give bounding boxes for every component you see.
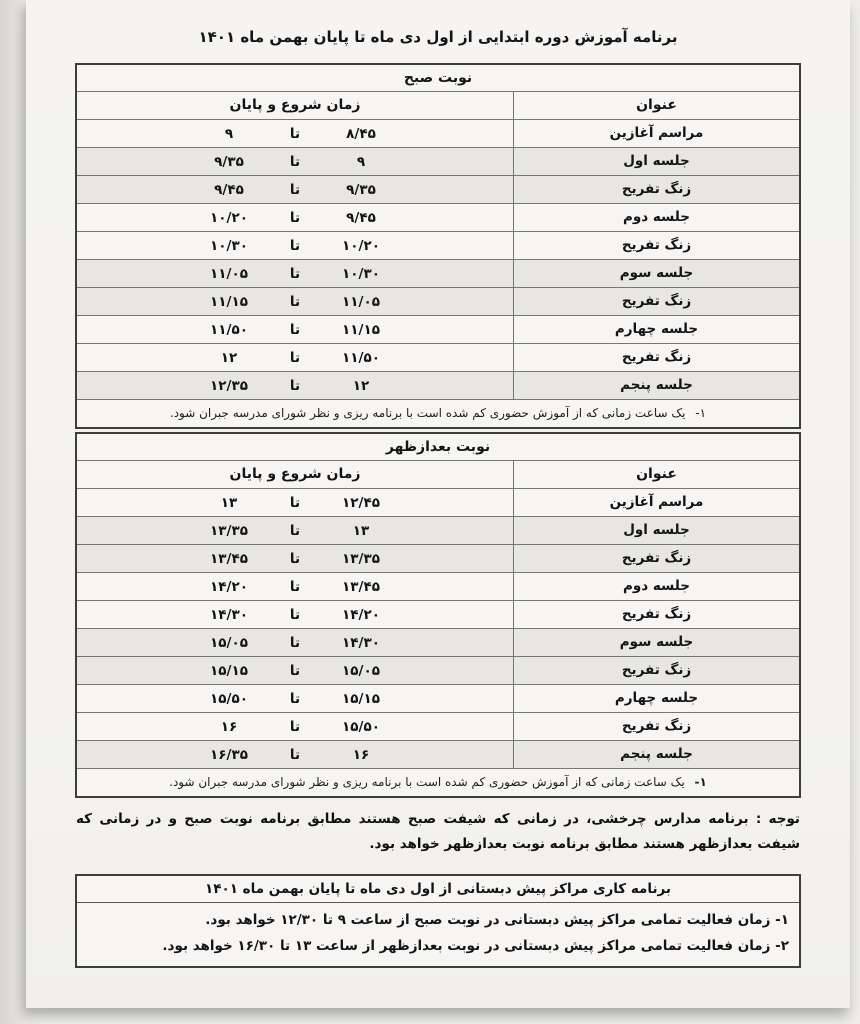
time-end: ۱۱/۵۰ — [210, 321, 248, 338]
schedule-row — [77, 713, 799, 741]
table-rows — [77, 489, 799, 769]
to-label: تا — [289, 690, 301, 707]
schedule-row — [77, 120, 799, 148]
column-header-title: عنوان — [513, 92, 799, 119]
row-title: زنگ تفریح — [513, 657, 799, 684]
time-end: ۱۵/۵۰ — [210, 690, 248, 707]
to-label: تا — [289, 718, 301, 735]
row-title: زنگ تفریح — [513, 232, 799, 259]
time-start: ۸/۴۵ — [346, 125, 376, 142]
row-times — [77, 657, 513, 684]
time-start: ۱۴/۳۰ — [342, 634, 380, 651]
schedule-row — [77, 489, 799, 517]
schedule-row — [77, 685, 799, 713]
document-page — [26, 0, 850, 1008]
row-times — [77, 204, 513, 231]
row-times — [77, 148, 513, 175]
time-start: ۱۱/۵۰ — [342, 349, 380, 366]
row-title: جلسه پنجم — [513, 741, 799, 768]
time-end: ۱۲ — [220, 349, 238, 366]
row-times — [77, 517, 513, 544]
footnote-text: یک ساعت زمانی که از آموزش حضوری کم شده است با برنامه ریزی و نظر شورای مدرسه جبران شود. — [169, 775, 689, 789]
time-start: ۱۰/۳۰ — [342, 265, 380, 282]
preschool-box — [75, 874, 801, 968]
schedule-row — [77, 344, 799, 372]
schedule-row — [77, 601, 799, 629]
time-end: ۱۰/۳۰ — [210, 237, 248, 254]
rotation-note: توجه : برنامه مدارس چرخشی، در زمانی که شیفت صبح هستند مطابق برنامه نوبت صبح و در زمانی که شیفت بعدازظهر هستند مطابق برنامه نوبت بعدازظهر خواهد بود. — [76, 811, 800, 852]
to-label: تا — [289, 606, 301, 623]
time-start: ۹/۳۵ — [346, 181, 376, 198]
row-times — [77, 545, 513, 572]
footnote-marker: ۱- — [694, 775, 707, 789]
time-end: ۹/۴۵ — [214, 181, 244, 198]
row-times — [77, 489, 513, 516]
column-header-time: زمان شروع و پایان — [229, 466, 361, 482]
time-start: ۱۶ — [352, 746, 370, 763]
time-start: ۱۱/۱۵ — [342, 321, 380, 338]
to-label: تا — [289, 181, 301, 198]
to-label: تا — [289, 265, 301, 282]
row-times — [77, 316, 513, 343]
to-label: تا — [289, 550, 301, 567]
time-end: ۱۰/۲۰ — [210, 209, 248, 226]
time-start: ۱۴/۲۰ — [342, 606, 380, 623]
to-label: تا — [289, 522, 301, 539]
row-times — [77, 601, 513, 628]
footnote-marker: ۱- — [695, 406, 707, 420]
preschool-item: ۱- زمان فعالیت تمامی مراکز پیش دبستانی در نوبت صبح از ساعت ۹ تا ۱۲/۳۰ خواهد بود. — [205, 912, 789, 928]
schedule-table — [75, 63, 801, 429]
schedule-row — [77, 545, 799, 573]
row-title: جلسه چهارم — [513, 316, 799, 343]
preschool-box-title: برنامه کاری مراکز پیش دبستانی از اول دی ماه تا پایان بهمن ماه ۱۴۰۱ — [77, 876, 799, 903]
to-label: تا — [289, 237, 301, 254]
footnote-text: یک ساعت زمانی که از آموزش حضوری کم شده است با برنامه ریزی و نظر شورای مدرسه جبران شود. — [169, 406, 690, 420]
time-end: ۱۳ — [220, 494, 238, 511]
time-end: ۱۶/۳۵ — [210, 746, 248, 763]
row-title: جلسه سوم — [513, 629, 799, 656]
to-label: تا — [289, 321, 301, 338]
time-start: ۱۲ — [352, 377, 370, 394]
preschool-item: ۲- زمان فعالیت تمامی مراکز پیش دبستانی در نوبت بعدازظهر از ساعت ۱۳ تا ۱۶/۳۰ خواهد بود. — [162, 938, 789, 954]
schedule-row — [77, 260, 799, 288]
row-title: مراسم آغازین — [513, 489, 799, 516]
schedule-row — [77, 232, 799, 260]
time-end: ۹ — [224, 125, 234, 142]
row-times — [77, 120, 513, 147]
row-title: جلسه دوم — [513, 204, 799, 231]
schedule-row — [77, 517, 799, 545]
to-label: تا — [289, 494, 301, 511]
time-end: ۱۴/۲۰ — [210, 578, 248, 595]
to-label: تا — [289, 634, 301, 651]
time-start: ۱۳ — [352, 522, 370, 539]
time-end: ۱۳/۴۵ — [210, 550, 248, 567]
time-end: ۱۳/۳۵ — [210, 522, 248, 539]
time-start: ۱۵/۱۵ — [342, 690, 380, 707]
row-title: مراسم آغازین — [513, 120, 799, 147]
schedule-row — [77, 741, 799, 769]
row-title: زنگ تفریح — [513, 344, 799, 371]
time-start: ۱۱/۰۵ — [342, 293, 380, 310]
schedule-tables — [75, 63, 801, 798]
time-start: ۱۲/۴۵ — [342, 494, 380, 511]
to-label: تا — [289, 349, 301, 366]
row-times — [77, 288, 513, 315]
row-times — [77, 741, 513, 768]
row-title: جلسه چهارم — [513, 685, 799, 712]
table-column-headers — [77, 92, 799, 120]
row-times — [77, 372, 513, 399]
time-start: ۹ — [356, 153, 366, 170]
table-section-header: نوبت صبح — [77, 65, 799, 92]
row-times — [77, 685, 513, 712]
column-header-time: زمان شروع و پایان — [229, 97, 361, 113]
row-times — [77, 713, 513, 740]
row-title: زنگ تفریح — [513, 601, 799, 628]
to-label: تا — [289, 662, 301, 679]
time-end: ۱۱/۰۵ — [210, 265, 248, 282]
time-end: ۹/۳۵ — [214, 153, 244, 170]
time-end: ۱۴/۳۰ — [210, 606, 248, 623]
schedule-row — [77, 148, 799, 176]
time-end: ۱۱/۱۵ — [210, 293, 248, 310]
table-section-header: نوبت بعدازظهر — [77, 434, 799, 461]
time-start: ۱۵/۰۵ — [342, 662, 380, 679]
schedule-row — [77, 629, 799, 657]
row-times — [77, 629, 513, 656]
row-title: جلسه دوم — [513, 573, 799, 600]
row-times — [77, 260, 513, 287]
row-title: جلسه اول — [513, 517, 799, 544]
to-label: تا — [289, 377, 301, 394]
row-times — [77, 573, 513, 600]
row-times — [77, 232, 513, 259]
row-title: زنگ تفریح — [513, 288, 799, 315]
row-times — [77, 344, 513, 371]
schedule-table — [75, 432, 801, 798]
column-header-title: عنوان — [513, 461, 799, 488]
document-content — [75, 0, 801, 968]
page-title: برنامه آموزش دوره ابتدایی از اول دی ماه تا پایان بهمن ماه ۱۴۰۱ — [198, 28, 678, 46]
time-end: ۱۵/۱۵ — [210, 662, 248, 679]
schedule-row — [77, 657, 799, 685]
time-start: ۱۳/۳۵ — [342, 550, 380, 567]
time-start: ۱۰/۲۰ — [342, 237, 380, 254]
time-start: ۱۳/۴۵ — [342, 578, 380, 595]
row-title: زنگ تفریح — [513, 545, 799, 572]
time-start: ۹/۴۵ — [346, 209, 376, 226]
row-title: زنگ تفریح — [513, 713, 799, 740]
to-label: تا — [289, 209, 301, 226]
table-rows — [77, 120, 799, 400]
schedule-row — [77, 288, 799, 316]
to-label: تا — [289, 578, 301, 595]
row-times — [77, 176, 513, 203]
row-title: جلسه اول — [513, 148, 799, 175]
schedule-row — [77, 372, 799, 400]
to-label: تا — [289, 746, 301, 763]
to-label: تا — [289, 153, 301, 170]
to-label: تا — [289, 125, 301, 142]
time-end: ۱۲/۳۵ — [210, 377, 248, 394]
table-footnote — [77, 769, 799, 796]
time-end: ۱۶ — [220, 718, 238, 735]
table-column-headers — [77, 461, 799, 489]
row-title: جلسه سوم — [513, 260, 799, 287]
row-title: جلسه پنجم — [513, 372, 799, 399]
schedule-row — [77, 316, 799, 344]
time-end: ۱۵/۰۵ — [210, 634, 248, 651]
preschool-box-items — [77, 903, 799, 966]
schedule-row — [77, 204, 799, 232]
table-footnote — [77, 400, 799, 427]
schedule-row — [77, 176, 799, 204]
schedule-row — [77, 573, 799, 601]
to-label: تا — [289, 293, 301, 310]
row-title: زنگ تفریح — [513, 176, 799, 203]
time-start: ۱۵/۵۰ — [342, 718, 380, 735]
